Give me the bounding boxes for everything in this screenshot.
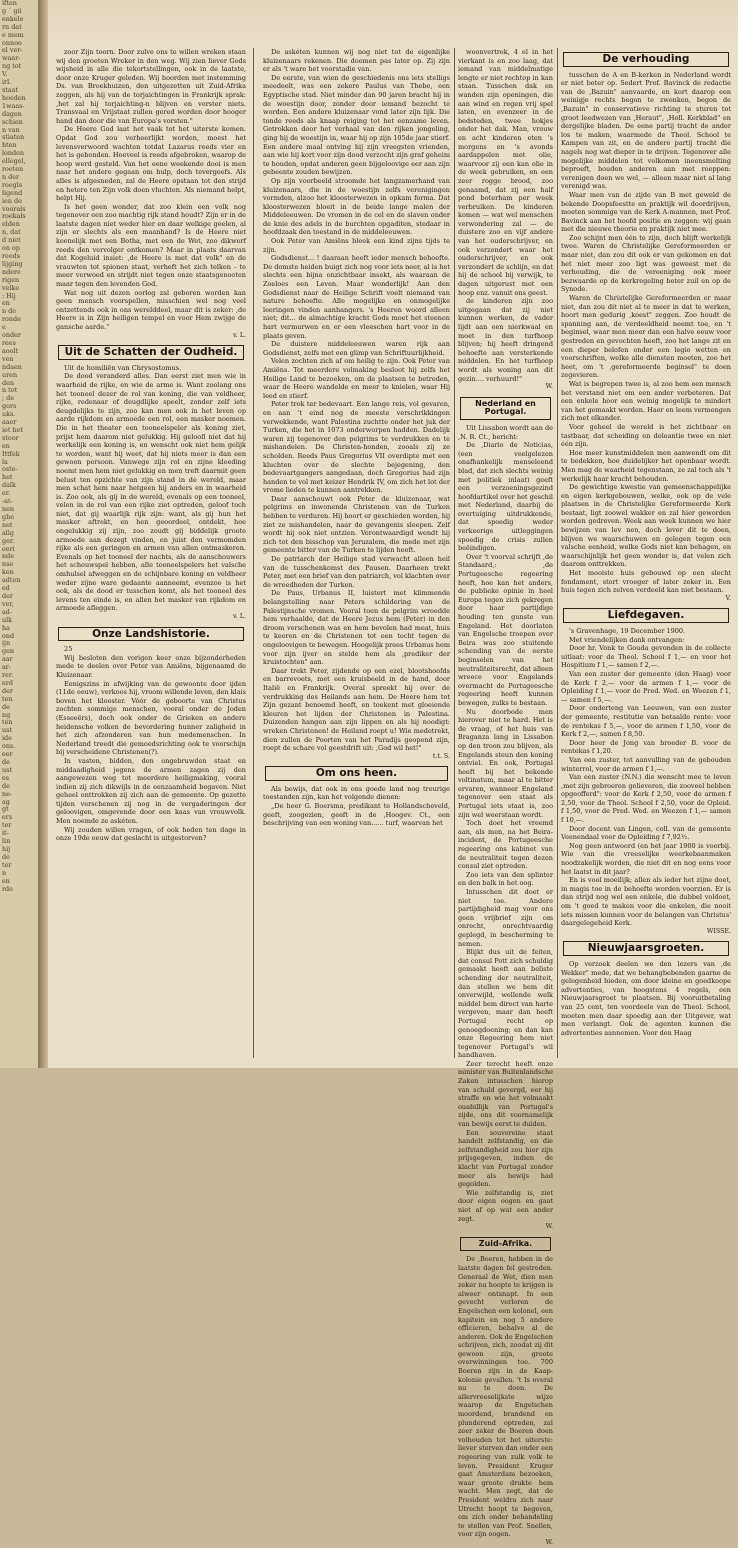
paragraph: Ook Peter van Amiëns bleek een kind zijns tijds te zijn. (263, 237, 450, 254)
section-heading: De verhouding (563, 52, 729, 67)
signature: v. L. (233, 331, 246, 339)
paragraph: Door heer de Jong van broeder B. voor de rentekas f 1,20. (561, 738, 731, 756)
adjacent-page-fragment: e (2, 323, 6, 332)
adjacent-page-fragment: aoolt (2, 346, 19, 355)
adjacent-page-fragment: waar- (2, 54, 21, 63)
paragraph: Eenigszins in afwijking van de gewoonte door ijden (11de eeuw), verkoos hij, vroom willende leven, den klais boven het klooster. Vóór de geboorte van Christus zochten sommige menschen, vooral onder de Joden (Esseeërs), doch ook onder de Grieken en andere heidensche volken de bevordering hunner zaligheid in het zich afzonderen van hun medemenschen. In Nederland treedt die gemoedsrichting ook te voorschijn bij verscheidene Christenen(?). (56, 679, 246, 757)
signature: v. L. (233, 613, 246, 620)
adjacent-page-fragment: oste- (2, 465, 18, 474)
adjacent-page-fragment: dalk (2, 481, 16, 490)
adjacent-page-fragment: ten (2, 694, 13, 703)
section-heading: Onze Landshistorie. (58, 627, 244, 642)
adjacent-page-fragment: schien (2, 117, 23, 126)
adjacent-page-fragment: hij (2, 844, 11, 853)
paragraph: Een souvereine staat handelt zelfstandig, en die zelfstandigheid zou hier zijn prijsgegeven, indien de klacht van Portugal zonder meer als bewijs had gegolden. (458, 1128, 553, 1189)
paragraph: tusschen de A en B-kerken in Nederland wordt er niet beter op. Sedert Prof. Bavinck de redactie van de ‚Bazuin" aanvaarde, en kort daarop een weinigje rechts begon te zwenken, begon de ‚Bazuin" in conservatieve richting te sturen tot groot leedwezen van ‚Heraut", ‚Holl. Kerkblad" en dergelijke bladen. De eene partij tracht de ander los te maken, waarmede de Theol. School te Kampen van zit, en de andere partij tracht die nagels nog wat dieper in te drijven. Tegenover alle mogelijke middelen tot volkomen ineensmelting beproeft, houden anderen aan met roeppen: verenigen doen we wel, — alleen maar niet al lang verenigd was. (561, 70, 731, 191)
column-3-body (458, 48, 553, 1546)
adjacent-page-fragment: en (2, 876, 10, 885)
paragraph: zoor Zijn toorn. Door zulve ons te willen wreken staan wij den groeten Wreker in den weg. Wij zien liever Gods wijsheid in alle die tekortstellingen, ook in de laatste, door onze Kruger geleden. Wij hoorden met instemming Ds. van Broekhuizen, den uitgezetten uit Zuid-Afrika zeggen, als hij van de torjaichtingen in Frankrijk sprak: ‚het zal hij torjaichting‑n blijven en verster niets. Transvaal en Vrijstaat zullen gered worden door hooger hand dan door die van Europa's vorsten." (56, 48, 246, 125)
paragraph: Van een zuster (N.N.) die wenscht mee te leven ‚met zijn gebroeren gelieveren, die zooveel hebben opgeofferd": voor de Kerk f 2,50, voor de armen f 2,50, voor de Theol. School f 2,50, voor de Opleid. f 1,50, voor de Pred. Wed. en Weezen f 1,— samen f 10,—. (561, 773, 731, 825)
adjacent-page-fragment: londen (2, 149, 24, 158)
section-heading: Nieuwjaarsgroeten. (563, 941, 729, 956)
column-4 (561, 52, 731, 1058)
adjacent-page-fragment: de (2, 758, 10, 766)
adjacent-page-fragment: es (2, 773, 10, 782)
adjacent-page-fragment: it- (2, 829, 9, 838)
adjacent-page-fragment: enkele (2, 14, 24, 23)
paragraph: Peter trok ter bedevaart. Een lange reis, vol gevaren, en aan 't eind nog de meeste verschrikkingen verwekkende, want Palestina zuchtte onder het juk der Turken, die het in 1073 onderworpen hadden. Dadelijk waren zij tegenover den pelgrims te verdrukken en te mishandelen. De Christen-honden, zooals zij ze scholden. Reeds Paus Gregorius VII overdipte met een kluchten over de slechte bejegening, den bedevaartgangers aangedaan, doch Gregorius had zijn handen te vol met keizer Hendrik IV, om zich het lot der vrome lieden te kunnen aantrekken. (263, 400, 450, 495)
signature: W. (545, 1223, 553, 1231)
adjacent-page-fragment: gt (2, 805, 9, 814)
adjacent-page-fragment: aar (2, 655, 13, 664)
paragraph: Intusschen dit doet er niet toe. Andere partijdigheid mag voor ons geen vrijbrief zijn om onrecht, onrechtvaardig geplegd, in bescherming te nemen. (458, 888, 553, 948)
adjacent-page-fragment: n van (2, 125, 20, 134)
paragraph: Nog geen antwoord (en het jaar 1900 is voorbij. Wie van die vreeselijke weerkebaanmaken noodzakelijk worden, die niet dit en nog eens voor het laatst in dit jaar? (561, 841, 731, 876)
adjacent-page-fragment: gen (2, 647, 14, 656)
adjacent-page-fragment: n, dat (2, 228, 21, 237)
adjacent-page-fragment: ijn (2, 639, 11, 648)
paragraph: Door hr. Vonk te Gouda gevonden in de collecte uitlaat: voor de Theol. School f 1,— en voor het Hospitium f 1,— samen f 2,—. (561, 644, 731, 670)
adjacent-page-fragment: iften (2, 0, 17, 7)
adjacent-page-fragment: lijging (2, 259, 23, 268)
adjacent-page-fragment: hten (2, 141, 17, 150)
paragraph: Door onderteng van Leeuwen, van een zuster der gemeente, restitutie van betaalde rente: voor de rentekas f 5,—, voor de armen f 1,50, voor de Kerk f 2,—, samen f 8,50. (561, 704, 731, 739)
adjacent-page-fragment: rigen (2, 275, 20, 284)
adjacent-page-fragment: ten (2, 718, 13, 727)
paragraph: Het mooiste huis gebouwd op een slecht fondament, stort vroeger of later zeker in. Een huis tegen zich zelven verdeeld kan niet bestaan. (561, 569, 731, 595)
paragraph: De ‚Boeren‚ hebben in de laatste dagen fel gestreden. Generaal de Wet, dien men zeker nu hoopte te krijgen is alweer ontsnapt. In een gevecht verloren de Engelschen een kolonel, een kapitein en nog 5 andere officieren, behalve al de anderen. Ook de Engelschen schrijven, zich, zoodat zij dit gewoon zijn, groote overwinningen toe. 700 Boeren zijn in de Kaap-kolonie gevallen. 't Is overal nu te doen. De allervreeselijkste wijze waarop de Engelschen moordend, brandend en plunderend optreden, zal zeer zeker de Boeren doen volhouden tot het uiterste: liever sterven dan onder een regeering van zulk volk te leven. President Kruger gaat Amsterdam bezoeken, waar groote drukte hem wacht. Men zegt, dat de President weldra zich naar Utrecht hoopt te begeven, om zich onder behandeling te stellen van Prof. Snellen, voor zijn oogen. (458, 1255, 553, 1539)
paragraph: Uit Lissabon wordt aan de ‚N. R. Ct.‚ bericht: (458, 423, 553, 441)
adjacent-page-fragment: irl. (2, 78, 12, 87)
adjacent-page-fragment: g ´ gii (2, 6, 22, 15)
paragraph: Waar men van de zijde van B met geweld de bekende Doopsfeestte en praktijk wil doordrijven, moeten sommige van de Kerk A-mannen, met Prof. Bavinck aan het hoofd positie en zeggen: wij gaan met die nieuwe theorie en praktijk niet mee. (561, 190, 731, 234)
adjacent-page-fragment: voorals (2, 204, 26, 213)
adjacent-page-fragment: ken (2, 568, 14, 577)
column-rule (454, 48, 455, 1058)
adjacent-page-fragment: ide (2, 734, 12, 743)
page-gutter (38, 0, 48, 1068)
adjacent-page-fragment: ag (2, 797, 10, 806)
paragraph: De duistere middeleeuwen waren rijk aan Godsdienst, zelfs met een glimp van Schriftuurlijkheid. (263, 340, 450, 357)
paragraph: Waren de Christelijke Gereformeerden er maar niet, dan zou dit niet al te meer in dat te werken, hoort men gedurig ‚koest" zeggen. Zoo houdt de spanning aan, de verdeeldheid neemt toe, en 't beginsel, waar men meer dan een halve eeuw voor gestreden en gevochten heeft, zoo het lange zit en een dieper belofen onder een legio wetten en voorschriften, welke alle diensten moeten, zoo het heet, om 't ‚gereformeerde beginsel" te doen zegevieren. (561, 294, 731, 380)
paragraph: de kinderen zijn zoo uitgegaan dat zij niet kunnen werken, de vader lijdt aan een nierkwaal en moet in den turfhoop blijven; hij heeft dringend behoefte aan versterkende middelen. En het turfhoop wordt als woning aan dit gezin.... verhuurd!" (458, 297, 553, 383)
adjacent-page-fragment: n de (2, 307, 17, 316)
adjacent-page-fragment: 1waas- (2, 101, 25, 110)
paragraph: De gewichtige kwestie van gemeenschappelijke en eigen kerkgebouwen, welke, ook op de vele plaatsen in de Christelijke Gereformeerde Kerk bestaat, ligt zoowel wakker en zal hier geworden worden gedreven. Week aan week kunnen we hier bewijzen van lev nen, doch lever dit te doen, blijven we waarschuwen en gelegen tegen een valsche eenheid, welke Gods niet kan behagen, en waarschijnlijk het geen wonder is, dat velen zich daarom onttrekken. (561, 483, 731, 569)
adjacent-page-fragment: ne- (2, 789, 13, 798)
adjacent-page-fragment: uren (2, 370, 18, 379)
adjacent-page-fragment: eer (2, 750, 13, 759)
adjacent-page-fragment: ha (2, 623, 10, 632)
adjacent-page-fragment: eeri (2, 544, 15, 553)
adjacent-page-fragment: ven (2, 354, 14, 363)
adjacent-page-fragment: : Hij (2, 291, 16, 300)
adjacent-page-fragment: dagen (2, 109, 22, 118)
column-2 (263, 48, 450, 1058)
adjacent-page-fragment: stoor (2, 433, 19, 442)
signature: V. (725, 594, 731, 602)
adjacent-page-fragment: en (2, 299, 10, 308)
adjacent-page-fragment: roeten (2, 165, 24, 174)
adjacent-page-fragment: rees (2, 338, 16, 347)
adjacent-page-fragment: onnoo (2, 38, 22, 47)
paragraph: De patriarch der Heilige stad verwacht alleen heil van de tusschenkomst des Pausen. Daarheen trekt Peter, met een brief van den patriarch, vol klachten over de wreedheden der Turken. (263, 555, 450, 589)
paragraph: De ‚Diario de Noticias‚ (een veelgelezen onafhankelijk menseleend blad, dat zich slechts weinig met politiek inlaat) geeft een verzoeningsgezind hoofdartikel over het geschil met Nederland, daarbij de overtuiging uitdrukkende, dat spoedig weder verkeerige uitleggingen spoedig de crisis zullen beëindigen. (458, 441, 553, 553)
paragraph: Velen zochten zich af om heilig te zijn. Ook Peter van Amiëns. Tot meerdere volmaking besloot hij zelfs het Heilige Land te bezoeken, om de plaatsen te betreden, waar de Heere wandelde en meer te knielen, waar Hij leed en stierf. (263, 357, 450, 400)
adjacent-page-fragment: ndaen (2, 362, 22, 371)
adjacent-page-fragment: -at- (2, 497, 13, 506)
adjacent-page-fragment: hoeden (2, 93, 26, 102)
newspaper-page (48, 0, 738, 1546)
adjacent-page-fragment: ; de (2, 394, 15, 403)
paragraph: Wij zouden willen vragen, of ook heden ten dage in onze 19de eeuw dat geslacht is uitgestorven? (56, 825, 246, 843)
adjacent-page-fragment: ellegel, (2, 157, 26, 166)
adjacent-page-fragment: ons. (2, 742, 16, 751)
paragraph: Zoo iets van den splinter en den balk in het oog. (458, 870, 553, 888)
adjacent-page-fragment: het (2, 473, 13, 482)
adjacent-page-fragment: n tot (2, 386, 18, 395)
paragraph: Zoo schijnt men één te zijn, doch blijft werkelijk twee. Waren de Christelijke Gereformeerden er maar niet, dan zou dit ook er van gekomen en dat het niet meer zoo ligt was geweest met de verhouding, die de vereeniging ook meer bezwaarde op de kerkregeling beter zuil en op de Synode. (561, 233, 731, 294)
paragraph: Daar trekt Peter, zijdende op een ezel, blootshoofds en barrevoets, met een kruisbeeld in de hand, door Italië en Frankrijk. Overal spreekt hij over de verdrukking des Heilands aan hem. De Heere hem tot Zijn gezant benoemd heeft, en toekent met gloeiende kleuren het lijden der Christenen in Palestina. Duizenden hangen aan zijn lippen en als hij noodigt: wreken Christenen! de Heiland roept u! Wie medetrekt, dien zullen de Poorten van het Paradijs geopend zijn, roept de schare vol geestdrift uit: ‚God wil het!" (263, 666, 450, 753)
paragraph: Op zijn voorbeeld stroomde het langzamerhand van kluizenaars, die in de woestijn zelfs verenigingen vormden, alzoo het kloosterwezen in opkam forma. Dat kloosterwezen bloeit in de beide lange malen der Middeleeuwen. De vromen in de cel en de slaven onder de knie des adels in de burchten opgaditen, stedaar in hoofdzaak den toestand in de middeleeuwen. (263, 176, 450, 237)
adjacent-page-fragment: den (2, 378, 14, 387)
column-rule (557, 48, 558, 1058)
paragraph: Van een zuster der gemeente (den Haag) voor de Kerk f 2,— voor de armen f 1,— voor de Opleiding f 1,— voor de Pred. Wed. en Weezen f 1,— samen f 5,—. (561, 669, 731, 704)
installment-number: 25 (64, 645, 73, 654)
paragraph: Nu doorbode men hierover niet te hard. Het is de vraag, of het huis van Braganza lang in Lissabon op den troon zou blijven, als Engelands steun den koning ontviel. En ook, Portugal heeft bij het bekende voltinatum‚ maar al te bitter ervaren, wanneer Engeland tegenover een staat als Portugal iets staat is, zoo zijn wel weerstaan wordt. (458, 707, 553, 819)
paragraph: Voor geheel de wereld is het zichtbaar en tastbaar, dat scheiding en doleantie twee en niet één zijn. (561, 422, 731, 449)
adjacent-page-fragment: rer. (2, 671, 14, 680)
adjacent-page-fragment: ond (2, 631, 15, 640)
adjacent-page-fragment: rde (2, 884, 13, 893)
adjacent-page-fragment: ghe (2, 512, 14, 521)
adjacent-page-fragment: V. (2, 70, 8, 79)
paragraph: Daar aanschouwt ook Peter de kluizenaar, wat pelgrims en inwonende Christenen van de Turken hebben te verduren. Hij hoort er geschieden worden, hij ziet ze mishandelen, naar de gevangenis sleepen. Zelf wordt hij ook niet ontzien. Verontwaardigd wendt hij zich tot den bisschop van Jeruzalem, die mede met zijn gemeente bitter van de Turken te lijden heeft. (263, 494, 450, 555)
adjacent-page-fragment: ter (2, 821, 12, 830)
paragraph: Op verzoek deelen we den lezers van ‚de Wekker" mede, dat we behangbebenden gaarne de gelegenheid bieden, om door kleine en goedkoope advertenties, van hoogstens 4 regels, een Nieuwjaarsgroet te plaatsen. Bij vooruitbetaling van 25 cent, ten voordeele van de Theol. School, moeten men daar spoedig aan der Uitgever, wat men verlangt. Ook de agenten kunnen die advertenties aannemen. Voor den Haag (561, 959, 731, 1037)
adjacent-page-fragment: ger. (2, 536, 15, 545)
paragraph: Godsdienst... ! daaraan heeft ieder mensch behoefte. De domste heiden buigt zich nog voor iets neer, al is het slechts een bijna onzichtbaar insekt, als waaraan de Zoeloes een Leven. Maar wonderlijk! Aan den Godsdienst naar de Heilige Schrift voelt niemand van nature behoefte. Alle mogelijke en onmogelijke leeringen vinden aanhangers. 's Heeren woord alleen niet; dit... de almachtige kracht Gods moet het steenen hart vermurwen en er een vleeschen hart voor in de plaats geven. (263, 254, 450, 340)
adjacent-page-fragment: ad- (2, 607, 13, 616)
adjacent-page-fragment: ers (2, 813, 13, 822)
adjacent-page-fragment: n (2, 868, 7, 877)
adjacent-page-fragment: ligend (2, 188, 23, 197)
paragraph: En is vool moeilijk; allen als ieder het zijne doet, in magis toe in de behoefte worden voorzien. Er is dan strijd nog wel een enkele, die dubbel voldoet, om 't goed te maken voor die enkelen, die nooit iets missen kunnen voor de belangen van Christus' daargelegeheid Kerk. (561, 876, 731, 928)
adjacent-page-fragment: ng tot (2, 62, 22, 71)
column-rule (253, 48, 254, 1058)
adjacent-page-fragment: uks. (2, 410, 16, 419)
paragraph: Zeer terecht heeft onze minister van Buitenlandsche Zaken intusschen hierop van schuld gevergd, eer hij straffe en wie het volmaakt ouabillijk van Portugal's zijde, ons dit voornamelijk van bewijs eerst te duiden. (458, 1059, 553, 1129)
adjacent-page-fragment: roekals (2, 212, 26, 221)
adjacent-page-fragment: stiaten (2, 133, 25, 142)
paragraph: Wij besloten den vorigen keer onze bijzonderheden mede te deelen over Peter van Amiëns, bijgenaamd de Kluizenaar. (56, 653, 246, 679)
paragraph: Als bewijs, dat ook in ons goede land nog treurige toestanden zijn, kan het volgende dienen: (263, 784, 450, 802)
adjacent-page-fragment: ien de (2, 196, 22, 205)
dateline: 's Gravenhage, 19 December 1900. (569, 627, 686, 635)
paragraph: De dood veranderd alles. Dan eerst ziet men wie in waarheid de rijke, en wie de arme is. Want zoolang ons het tooneel dezer de rol van koning, die van veldheer, rijke, redenaar of deugdlijke speelt, zonder zelf iets deugdelijks te zijn, zoo kan men ook in het leven op aarde rijkdom en armoede een rol, een masker noemen. Die in het theater een tooneelspeler als koning ziet, prijst hem daarom niet gelukkig. Hij geloofl niet dat hij werkelijk een koning is, en wenscht ook niet hem gelijk te worden, want hij weet, dat hij niets meer is dan een gewoon persoon. Vanwege zijn rol en zijne kleeding noemt men hem niet gelukkig en men treft daarmit geen belust ten opzichte van zijn stand in de wereld, maar men schat hem naar hetgeen hij anders en in waarheid is. Zoo ook, als gij in de wereld, evenals op een tooneel, velen in de rol van een rijke ziet optreden, geloof toch niet, dat gij waarlijk rijk zijn: want, als gij hun het masker aftrekt, en hen geoordeel, ontdekt, hoe ongelukkig zij zijn, zoo zoudt gij biddelijk groote armoede aan dezegt vinden, en juist den vermomden rijke als een geringen en armen van allen ontmaskeren. Evenals op het tooneel der nachts, als de aanschouwers het schouwspel hebben, alle tooneelspelers het valsche omhulsel afweggen en de schijnbare koning en veldheer weder zijne ware gedaante aanneemt, evenzoo is het ook, als de dood er tusschen komt, als het tooneel des levens ten einde is, en allen het masker van rijkdom en armoede afleggen. (56, 372, 246, 613)
signature: t.t. S. (432, 752, 450, 760)
adjacent-page-fragment: ust (2, 765, 12, 774)
paragraph: Hoe meer kunstmiddelen men aanwendt om dit te bedekken, hoe duidelijker het openbaar wordt. Men mag de waarheid tegenstaan, ze zal toch als 't werkelijk haar kracht behouden. (561, 448, 731, 483)
adjacent-page-fragment: allg (2, 528, 14, 537)
paragraph: Is het geen wonder, dat zoo klein een volk nog tegenover een zoo machtig rijk stand houdt? Zijn er in de laatste dagen niet weder hier en daar welkige geelen, al zijn er slechts als een maanhand? Is de Heere niet keenelijk met een Botha, met een de Wet, zoo dikwerf reeds den vervolger ontkomen? Maar in plaats daarvan dat Kogeluid insiet: ‚de Heere is met dat volk" en de vrauwten tot spionen staat, verheft het zich telken ‑ te meer verwoed en strijdt niet tegen onze staatsgenooten maar tegen den levenden God. (56, 202, 246, 289)
adjacent-page-fragment: ndere (2, 267, 21, 276)
signature: W. (545, 1538, 553, 1546)
paragraph: Van een zuster, tot aanvulling van de gebouden winterrol, voor de armen f 1,—. (561, 755, 731, 773)
adjacent-page-fragment: Ittfek (2, 449, 20, 458)
adjacent-page-fragment: ronde (2, 315, 21, 324)
adjacent-page-fragment: nde (2, 552, 14, 561)
adjacent-page-fragment: n der (2, 172, 20, 181)
adjacent-page-fragment: gors (2, 402, 17, 411)
adjacent-page-fragment: ng (2, 710, 11, 719)
adjacent-page-fragment: der (2, 591, 13, 600)
adjacent-page-strip (0, 0, 38, 1068)
paragraph: woonvertrek, 4 el in het vierkant is en zoo laag, dat iemand van middelmatige lengte er niet rechtop in kan staan. Tusschen dak en wanden zijn openingen, die aan wind en regen vrij spel laten, en evenzeer in de bedsteden, twee hokjes onder het dak. Man, vrouw en acht kinderen eten 's morgens en 's avonds aardappelen met olie, waarvoor zij een kan olie in de week gebruiken, en een zeer rogge brood, zoo genaamd, dat zij een half pond boterham per week verbruiken. De kinderen komen — wat wel menschen verwondering zal — de duistere zoo en vijf andere van het ouderschrijver, en ook verzondert waar het ouderschrijver, en ook verzondert de schlijn, en dat hij de school bij verwijk, te dagen uitgerust met een hoop enz. vanuit ons geest. (458, 48, 553, 297)
adjacent-page-fragment: de (2, 852, 10, 861)
adjacent-page-fragment: roegls (2, 180, 23, 189)
adjacent-page-fragment: el ver- (2, 46, 23, 55)
column-1 (56, 48, 246, 1058)
section-heading: Uit de Schatten der Oudheid. (58, 345, 244, 360)
adjacent-page-fragment: reeds (2, 252, 20, 260)
adjacent-page-fragment: staat (2, 85, 19, 94)
paragraph: „De heer G. Boersma, predikant te Hollandscheveld, geeft, zoogezien, geeft in de ‚Hoogev. Ct.‚ een beschrijving van een woning van...... turf, waarvan het (263, 802, 450, 828)
adjacent-page-fragment: velke (2, 283, 20, 292)
paragraph: Over 't voorval schrijft ‚de Standaard‚: ‚de Portugeesche regeering heeft, hoe kan het anders, de publieke opinie in heel Europa tegen zich gekregen door haar partijdige houding ten gunste van Engeland. Het doorlaten van Engelsche troepen over Beira was zoo stuitende schending van de eerste beginselen van het neutraliteitsrecht, dat alleen wreece voor Engelands overmacht de Portugeesche regeering heeft kunnen bewegen, zulks te bestaan. (458, 552, 553, 707)
paragraph: Wat nog uit dezen oorlog zal geboren worden kan geen mensch voorspellen, misschien wel nog veel ontzettends ook in ons werelddeel, maar dit is zeker: ‚de Heere is in Zijn heiligen tempel en voor Hem zwijge de gansche aarde." (56, 288, 246, 331)
adjacent-page-fragment: ust (2, 726, 12, 735)
section-heading: Zuid-Afrika. (460, 1237, 551, 1252)
adjacent-page-fragment: der (2, 686, 13, 695)
adjacent-page-fragment: ter (2, 860, 12, 869)
subheading: Uit de homiliën van Chrysostomus. (64, 363, 182, 372)
paragraph: Blijkt dus uit de feiten, dat consul Pott zich schuldig gemaakt heeft aan beliste schending der neutraliteit, dan stellen we hem dit onverwijld, wellende welk middel hem direct van harte vergeven, maar dan heeft Portugal recht op genoegdoening; en dan kan onze Regeering hem niet tegenover Portugal's wil handhaven. (458, 948, 553, 1060)
paragraph: De askéten kunnen wij nog niet tot de eigenlijke kluizenaars rekenen. Die doemen pas later op. Zij zijn er als 't ware het voorstadie van. (263, 48, 450, 74)
section-heading: Om ons heen. (265, 766, 448, 781)
adjacent-page-fragment: e mem (2, 30, 24, 39)
adjacent-page-fragment: nen (2, 505, 15, 513)
adjacent-page-fragment: elden (2, 220, 20, 229)
paragraph: In vasten, bidden, den ongebruwden staat en middaadigheid jegens de armen zagen zij den aangewezen weg tot meerdere heiligmaking, vooral indien zij zich dikwijls in de eenzaamheid begaven. Niet geheel onttrokken zij zich aan de gemeente. Op gezette tijden verschenen zij nog in de vergaderingen der geloovigen, omgevende door een kaas van vrouwvolk. Men noemde ze askéten. (56, 756, 246, 826)
adjacent-page-fragment: lin (2, 837, 11, 846)
adjacent-page-fragment: d niet (2, 236, 21, 245)
signature: WISSE. (706, 927, 731, 935)
adjacent-page-fragment: er. (2, 489, 11, 498)
adjacent-page-fragment: en (2, 441, 10, 450)
adjacent-page-fragment: net (2, 520, 13, 529)
adjacent-page-fragment: on op (2, 244, 20, 253)
adjacent-page-fragment: rn dat (2, 22, 22, 31)
adjacent-page-fragment: de (2, 781, 10, 790)
adjacent-page-fragment: onder (2, 331, 21, 340)
paragraph: De Heere God laat het vaak tot het uiterste komen. Opdat God zou verheerlijkt worden, moest het levensverwoord wachten totdat Lazarus reeds vier en het is gebonden. Hoeveel is reeds afgebroken, waarop de hoop werd gesteld. Van het eene weekende dooi is men naar het andere gegaan om hulp, doch tevergeefs. Als alles is afgesneden, zal de Heere opstaan tot den strijd en hetere ten Zijn volk doen vluchten. Als niemand helpt, helpt Hij. (56, 125, 246, 203)
adjacent-page-fragment: la (2, 457, 8, 466)
adjacent-page-fragment: ulk (2, 615, 13, 624)
paragraph: Wat is begrepen twee is, al zoo hem een mensch het verstand niet om een ander verbeteren. Dat een enkele hoor een weinig mogelijk te mindert van het gemaakt worden. Haer en leem vermengen zich met elkander. (561, 379, 731, 423)
adjacent-page-fragment: adten (2, 576, 21, 585)
adjacent-page-fragment: ver, (2, 599, 14, 608)
adjacent-page-fragment: iet het (2, 425, 23, 434)
paragraph: De eerste, van wien de geschiedenis ons iets stelligs meedeelt, was een zekere Paulus van Thebe, een Egyptische stad. Niet minder dan 90 jaren bracht hij in de woestijn door, zonder door iemand bezocht te worden. Een andere kluizenaar vond later zijn lijk. Die tonde reeds als knaap reiging tot het eenzame leven. Getrokken door het verhaal van den rijken jongeling, ging hij de woestijn in, waar hij op zijn 105de jaar stierf. Een andere maal ontving hij zijn vreegsten vrienden, aan wie hij kort voor zijn dood verzocht zijn graf geheim te houden, opdat anderen geen bijgeloovige eer aan zijn gebeente zouden bewijzen. (263, 73, 450, 177)
paragraph: Door docent van Lingen, coll. van de gemeente Veenendaal voor de Opleiding f 7,92½. (561, 824, 731, 842)
section-heading: Liefdegaven. (563, 608, 729, 623)
adjacent-page-fragment: ar- (2, 663, 12, 672)
paragraph: Met vriendelijken dank ontvangen: (569, 635, 685, 644)
adjacent-page-fragment: ed (2, 584, 10, 593)
page-top-margin (48, 0, 738, 48)
adjacent-page-fragment: nse (2, 560, 14, 569)
paragraph: De Paus, Urbanus II, luistert met klimmende belangstelling naar Peters schildering van de Palestijnsche vromen. Vooral toen de pelgrim wroedde hem verhaalde, dat de Heere Jezus hem (Peter) in den droom verschenen was en hem bevolen had meat, huis te keeren en de Christenen tot een tocht tegen de ongeloovigen te bewegen. Hoogelijk prees Urbanus hem voor zijn ijver en stelde hem als ‚prediker der kruistochten" aan. (263, 589, 450, 667)
signature: W. (545, 383, 553, 391)
paragraph: Wie zelfstandig is, ziet door eigen oogen en gaat niet af op wat een ander zegt. (458, 1188, 553, 1223)
section-heading: Nederland en Portugal. (460, 397, 551, 420)
paragraph: Toch doet het vreemd aan, als men, na het Beira-incident, de Portugeesche regeering ons kabinet van de neutraliteit tegen dezen consul ziet optreden. (458, 819, 553, 871)
adjacent-page-fragment: aaer (2, 418, 17, 427)
adjacent-page-fragment: de (2, 702, 10, 711)
adjacent-page-fragment: erd (2, 678, 13, 687)
